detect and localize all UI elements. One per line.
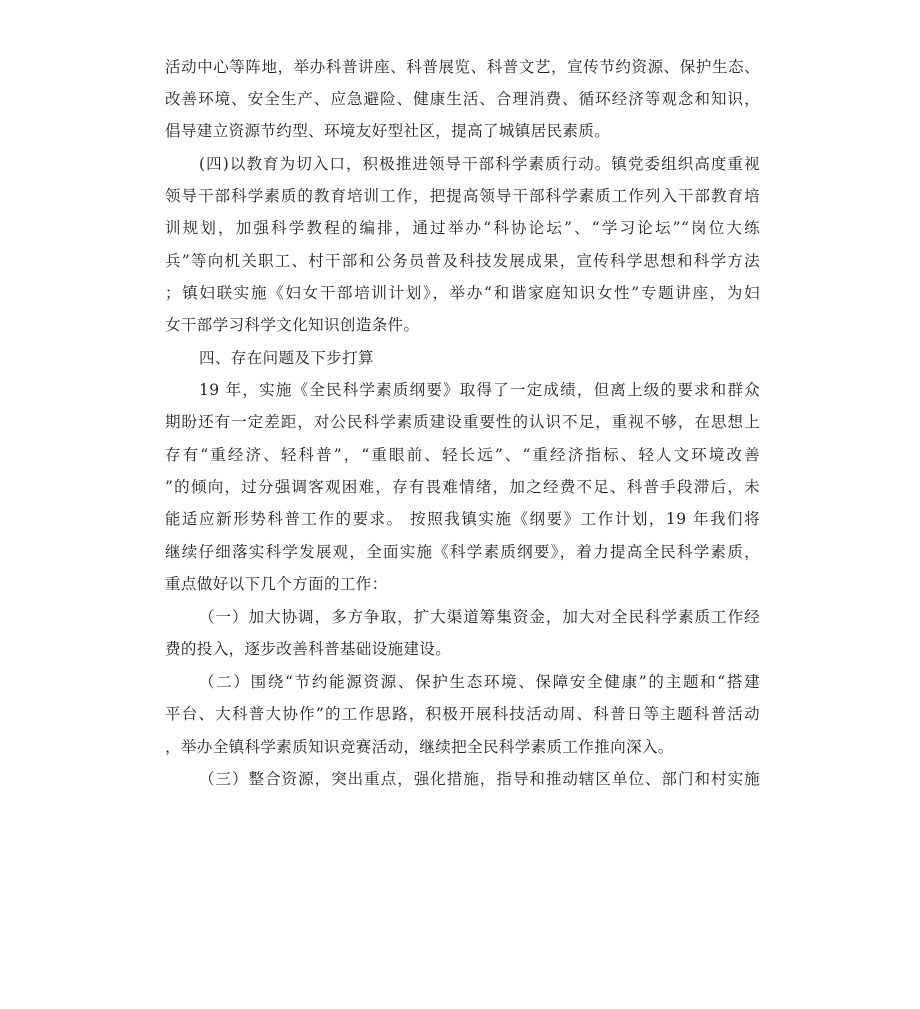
- section-heading: 四、存在问题及下步打算: [199, 349, 374, 367]
- text-line: （二）围绕“节约能源资源、保护生态环境、保障安全健康”的主题和“搭建: [199, 673, 760, 691]
- text-line: (四)以教育为切入口，积极推进领导干部科学素质行动。镇党委组织高度重视: [199, 155, 760, 173]
- text-line: （一）加大协调，多方争取，扩大渠道筹集资金，加大对全民科学素质工作经: [199, 608, 760, 626]
- text-line: 倡导建立资源节约型、环境友好型社区，提高了城镇居民素质。: [165, 122, 611, 140]
- text-line: 平台、大科普大协作”的工作思路，积极开展科技活动周、科普日等主题科普活动: [165, 705, 760, 723]
- text-line: 兵”等向机关职工、村干部和公务员普及科技发展成果，宣传科学思想和科学方法: [165, 252, 760, 270]
- text-line: 训规划，加强科学教程的编排，通过举办“科协论坛”、“学习论坛”“岗位大练: [165, 219, 760, 237]
- text-line: ；镇妇联实施《妇女干部培训计划》，举办“和谐家庭知识女性”专题讲座，为妇: [165, 284, 760, 302]
- text-line: 继续仔细落实科学发展观，全面实施《科学素质纲要》，着力提高全民科学素质，: [165, 543, 760, 561]
- text-line: ”的倾向，过分强调客观困难，存有畏难情绪，加之经费不足、科普手段滞后，未: [165, 478, 760, 496]
- text-line: 期盼还有一定差距，对公民科学素质建设重要性的认识不足，重视不够，在思想上: [165, 413, 760, 431]
- text-line: 存有“重经济、轻科普”，“重眼前、轻长远”、“重经济指标、轻人文环境改善: [165, 446, 760, 464]
- text-line: 改善环境、安全生产、应急避险、健康生活、合理消费、循环经济等观念和知识，: [165, 90, 760, 108]
- text-line: （三）整合资源，突出重点，强化措施，指导和推动辖区单位、部门和村实施: [199, 770, 760, 788]
- text-line: 重点做好以下几个方面的工作：: [165, 575, 388, 593]
- text-line: 能适应新形势科普工作的要求。 按照我镇实施《纲要》工作计划，19 年我们将: [165, 510, 760, 528]
- text-line: 费的投入，逐步改善科普基础设施建设。: [165, 640, 452, 658]
- text-line: 19 年，实施《全民科学素质纲要》取得了一定成绩，但离上级的要求和群众: [199, 381, 760, 399]
- text-line: ，举办全镇科学素质知识竞赛活动，继续把全民科学素质工作推向深入。: [165, 738, 674, 756]
- text-line: 活动中心等阵地，举办科普讲座、科普展览、科普文艺，宣传节约资源、保护生态、: [165, 58, 760, 76]
- text-line: 女干部学习科学文化知识创造条件。: [165, 316, 420, 334]
- text-line: 领导干部科学素质的教育培训工作，把提高领导干部科学素质工作列入干部教育培: [165, 187, 760, 205]
